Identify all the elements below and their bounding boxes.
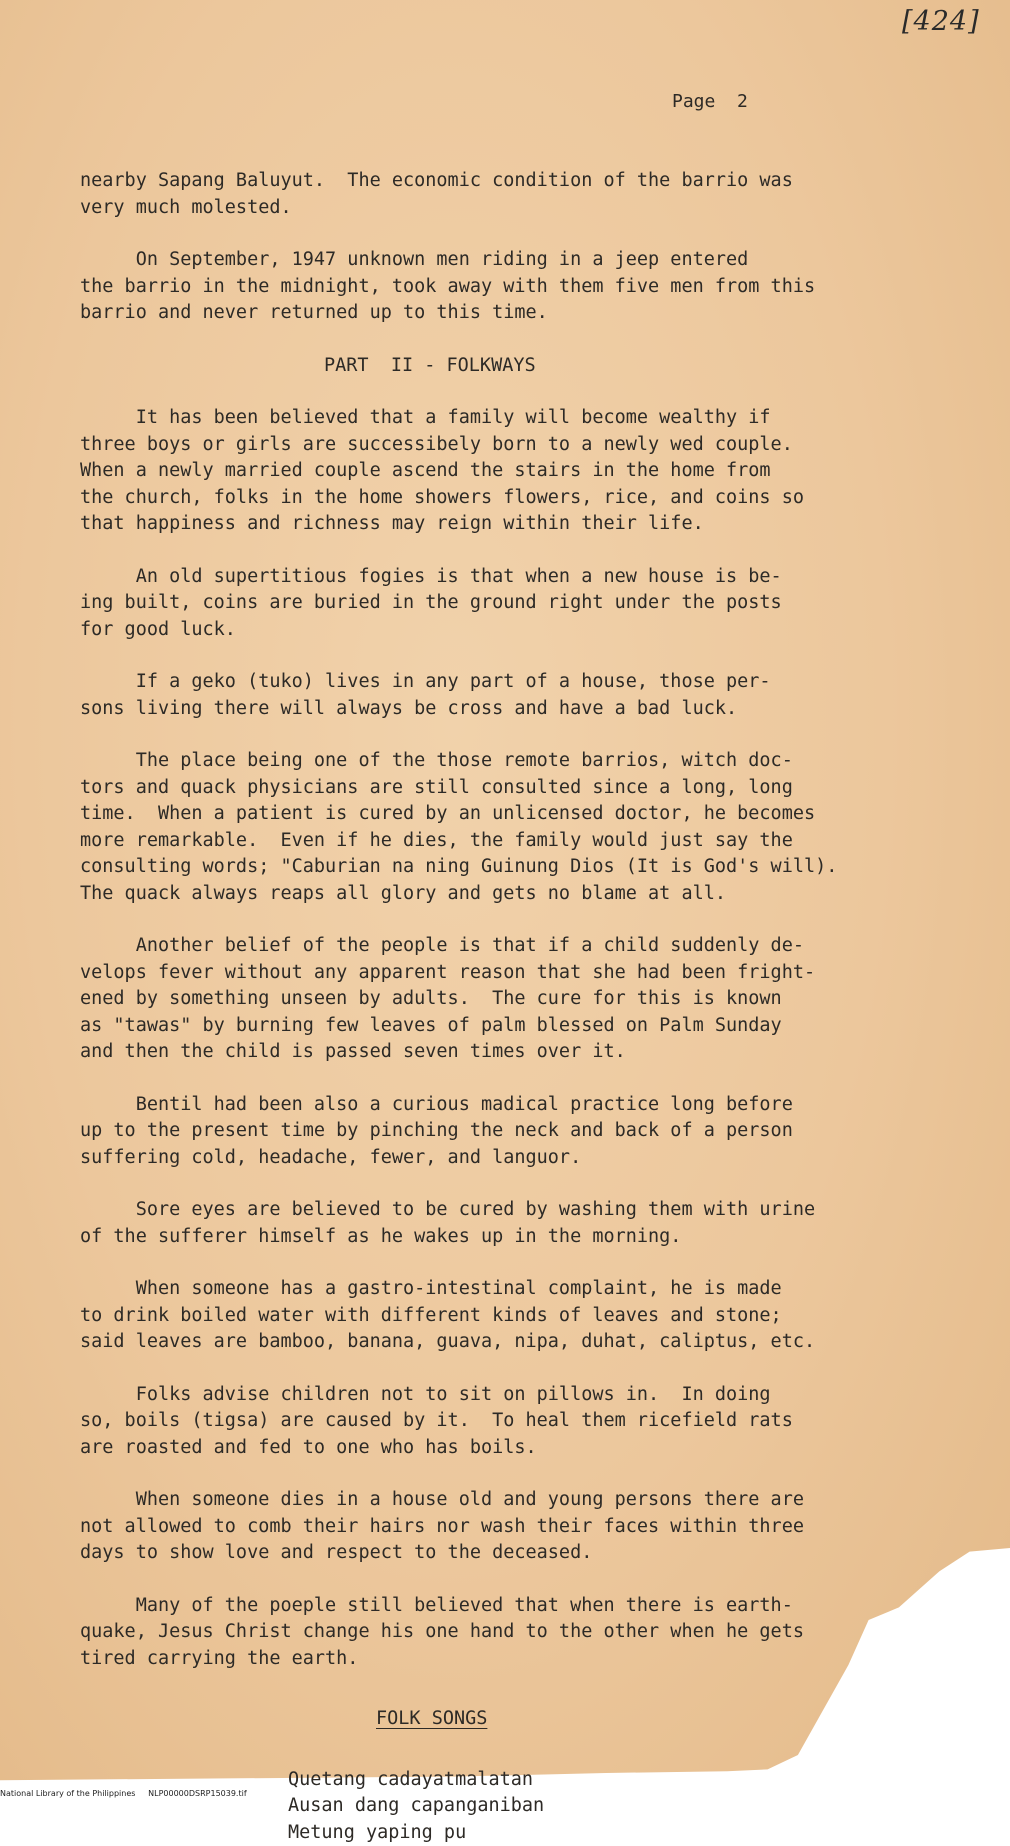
folkway-paragraph: Sore eyes are believed to be cured by washing them with urine of the sufferer himself as he wakes up in the morning.: [80, 1197, 920, 1250]
folkway-paragraph: When someone has a gastro-intestinal complaint, he is made to drink boiled water with different kinds of leaves and stone; said leaves are bamboo, banana, guava, nipa, duhat, caliptus, etc.: [80, 1276, 920, 1356]
document-body: [80, 168, 920, 1846]
paragraph: On September, 1947 unknown men riding in a jeep entered the barrio in the midnight, took away with them five men from this barrio and never returned up to this time.: [80, 247, 920, 327]
folk-songs-heading: FOLK SONGS: [80, 1706, 920, 1733]
folkway-paragraph: The place being one of the those remote barrios, witch doc- tors and quack physicians are still consulted since a long, long time. When a patient is cured by an unlicensed doctor, he becomes more remarkable. Even if he dies, the family would just say the consulting words; "Caburian na ning Guinung Dios (It is God's will). The quack always reaps all glory and gets no blame at all.: [80, 748, 920, 907]
folkway-paragraph: When someone dies in a house old and young persons there are not allowed to comb their hairs nor wash their faces within three days to show love and respect to the deceased.: [80, 1487, 920, 1567]
verse-line: Metung yaping pu: [80, 1820, 920, 1846]
folkway-paragraph: Folks advise children not to sit on pillows in. In doing so, boils (tigsa) are caused by it. To heal them ricefield rats are roasted and fed to one who has boils.: [80, 1382, 920, 1462]
folkway-paragraph: Another belief of the people is that if a child suddenly de- velops fever without any apparent reason that she had been fright- ened by something unseen by adults. The cure for this is known as "tawas" by burning few leaves of palm blessed on Palm Sunday and then the child is passed seven times over it.: [80, 933, 920, 1066]
verse-line: Ausan dang capanganiban: [80, 1793, 920, 1820]
folkway-paragraph: If a geko (tuko) lives in any part of a house, those per- sons living there will always be cross and have a bad luck.: [80, 669, 920, 722]
folkway-paragraph: Bentil had been also a curious madical practice long before up to the present time by pinching the neck and back of a person suffering cold, headache, fewer, and languor.: [80, 1092, 920, 1172]
section-heading: PART II - FOLKWAYS: [80, 353, 920, 380]
paragraph: nearby Sapang Baluyut. The economic condition of the barrio was very much molested.: [80, 168, 920, 221]
page-number: Page 2: [672, 91, 748, 112]
archive-annotation: [424]: [902, 6, 980, 37]
folkway-paragraph: An old supertitious fogies is that when a new house is be- ing built, coins are buried in the ground right under the posts for good luck.: [80, 564, 920, 644]
folkway-paragraph: It has been believed that a family will become wealthy if three boys or girls are successibely born to a newly wed couple. When a newly married couple ascend the stairs in the home from the church, folks in the home showers flowers, rice, and coins so that happiness and richness may reign within their life.: [80, 405, 920, 538]
verse-line: Quetang cadayatmalatan: [80, 1767, 920, 1794]
folkway-paragraph: Many of the poeple still believed that when there is earth- quake, Jesus Christ change his one hand to the other when he gets tired carrying the earth.: [80, 1593, 920, 1673]
scan-footer: National Library of the Philippines NLP00000DSRP15039.tif: [0, 1789, 247, 1798]
